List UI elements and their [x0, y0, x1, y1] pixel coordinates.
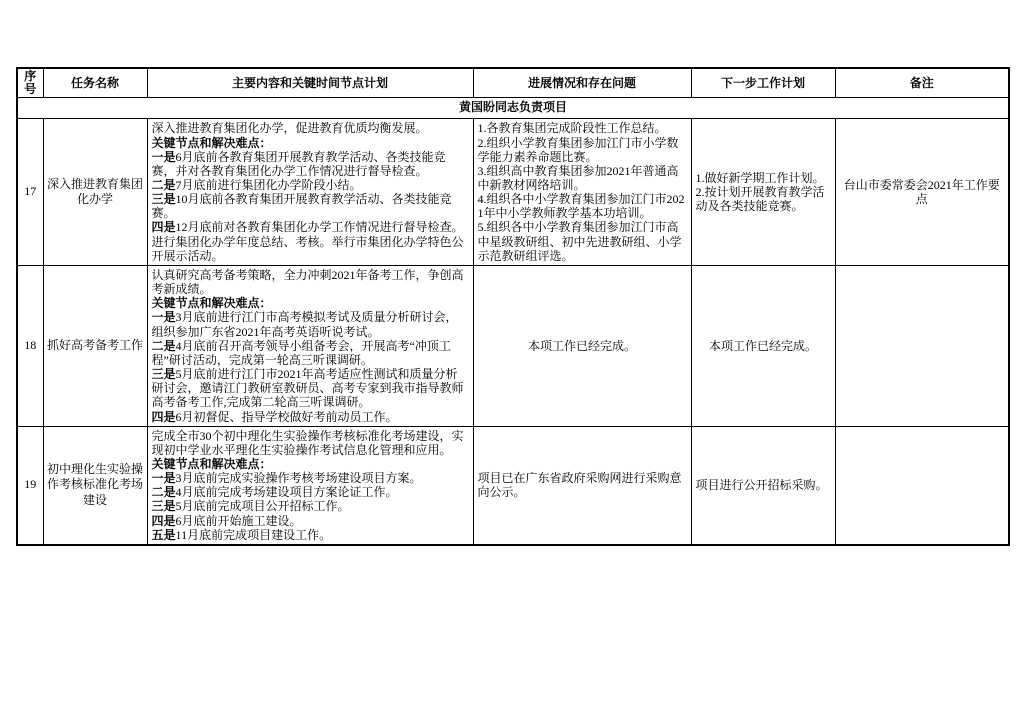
cell-progress — [473, 265, 691, 426]
content-item — [152, 499, 469, 513]
content-item-text: 7月底前进行集团化办学阶段小结。 — [175, 178, 362, 192]
cell-serial-number: 19 — [17, 426, 43, 545]
cell-next-plan — [691, 265, 835, 426]
cell-serial-number: 17 — [17, 119, 43, 266]
cell-task-name: 抓好高考备考工作 — [43, 265, 147, 426]
content-intro: 完成全市30个初中理化生实验操作考核标准化考场建设，实现初中学业水平理化生实验操作考试信息化管理和应用。 — [151, 428, 464, 457]
cell-task-name: 深入推进教育集团化办学 — [43, 119, 147, 266]
content-item-prefix: 五是 — [151, 527, 176, 542]
next-plan-line: 2.按计划开展教育教学活动及各类技能竞赛。 — [695, 185, 825, 214]
cell-progress — [473, 119, 691, 266]
progress-line: 3.组织高中教育集团参加2021年普通高中新教材网络培训。 — [477, 163, 679, 192]
content-key-points-label: 关键节点和解决难点： — [151, 296, 272, 311]
content-item — [152, 528, 469, 542]
cell-main-content — [147, 265, 473, 426]
content-intro: 认真研究高考备考策略，全力冲刺2021年备考工作，争创高考新成绩。 — [151, 267, 464, 297]
column-header-serial-number: 序号 — [17, 68, 43, 98]
content-item — [152, 339, 469, 367]
progress-line: 项目已在广东省政府采购网进行采购意向公示。 — [477, 471, 682, 500]
content-item-text: 6月初督促、指导学校做好考前动员工作。 — [175, 409, 398, 424]
content-item-text: 3月底前进行江门市高考模拟考试及质量分析研讨会，组织参加广东省2021年高考英语听说考试。 — [151, 310, 458, 339]
content-item — [152, 367, 469, 409]
content-item — [152, 192, 469, 220]
next-plan-line: 1.做好新学期工作计划。 — [695, 170, 825, 185]
content-item-prefix: 二是 — [151, 178, 176, 192]
content-key-points-label: 关键节点和解决难点： — [151, 135, 272, 150]
table-row — [17, 265, 1009, 426]
content-item-prefix: 一是 — [151, 310, 176, 325]
column-header-next-plan: 下一步工作计划 — [691, 68, 835, 98]
column-header-progress: 进展情况和存在问题 — [473, 68, 691, 98]
content-item-prefix: 四是 — [151, 220, 176, 235]
column-header-main-content: 主要内容和关键时间节点计划 — [147, 68, 473, 98]
work-plan-table — [16, 67, 1010, 546]
content-item-prefix: 一是 — [151, 471, 176, 486]
content-item-prefix: 四是 — [151, 513, 176, 528]
content-item — [152, 410, 469, 424]
content-item-text: 10月底前各教育集团开展教育教学活动、各类技能竞赛。 — [151, 192, 452, 221]
cell-main-content — [147, 426, 473, 545]
column-header-task-name: 任务名称 — [43, 68, 147, 98]
cell-serial-number: 18 — [17, 265, 43, 426]
cell-remark: 台山市委常委会2021年工作要点 — [835, 119, 1009, 266]
content-item-text: 5月底前完成项目公开招标工作。 — [175, 499, 350, 514]
cell-remark — [835, 265, 1009, 426]
content-item — [152, 485, 469, 499]
section-row — [17, 98, 1009, 119]
content-item-prefix: 三是 — [151, 367, 176, 382]
content-item — [152, 150, 469, 178]
progress-line: 1.各教育集团完成阶段性工作总结。 — [477, 121, 667, 136]
cell-main-content — [147, 119, 473, 266]
content-item-text: 4月底前召开高考领导小组备考会，开展高考“冲顶工程”研讨活动，完成第一轮高三听课调研。 — [151, 338, 451, 367]
content-item-prefix: 三是 — [151, 499, 176, 514]
next-plan-line: 项目进行公开招标采购。 — [695, 478, 828, 493]
cell-progress — [473, 426, 691, 545]
progress-line: 2.组织小学教育集团参加江门市小学数学能力素养命题比赛。 — [477, 135, 679, 164]
progress-line: 本项工作已经完成。 — [527, 338, 636, 353]
content-item-text: 6月底前开始施工建设。 — [175, 513, 302, 528]
table-row — [17, 119, 1009, 266]
content-item-prefix: 四是 — [151, 409, 176, 424]
content-item — [152, 310, 469, 338]
content-item-text: 4月底前完成考场建设项目方案论证工作。 — [175, 485, 398, 500]
cell-remark — [835, 426, 1009, 545]
section-title: 黄国盼同志负责项目 — [17, 98, 1009, 119]
content-item-text: 6月底前各教育集团开展教育教学活动、各类技能竞赛，并对各教育集团化办学工作情况进行督导检查。 — [151, 149, 446, 178]
content-intro: 深入推进教育集团化办学，促进教育优质均衡发展。 — [151, 121, 428, 136]
content-item-prefix: 三是 — [151, 192, 176, 207]
content-item-text: 11月底前完成项目建设工作。 — [175, 527, 332, 542]
next-plan-line: 本项工作已经完成。 — [708, 338, 817, 353]
content-item — [152, 220, 469, 262]
content-item — [152, 178, 469, 192]
content-key-points-label: 关键节点和解决难点： — [151, 456, 272, 471]
content-item-prefix: 二是 — [151, 338, 176, 353]
cell-task-name: 初中理化生实验操作考核标准化考场建设 — [43, 426, 147, 545]
content-item — [152, 514, 469, 528]
content-item-prefix: 一是 — [151, 149, 176, 164]
cell-next-plan — [691, 426, 835, 545]
content-item-text: 12月底前对各教育集团化办学工作情况进行督导检查。进行集团化办学年度总结、考核。举行市集团化办学特色公开展示活动。 — [151, 220, 464, 263]
content-item-prefix: 二是 — [151, 485, 176, 500]
column-header-remark: 备注 — [835, 68, 1009, 98]
table-header-row — [17, 68, 1009, 98]
progress-line: 4.组织各中小学教育集团参加江门市2021年中小学教师教学基本功培训。 — [477, 192, 685, 221]
content-item-text: 3月底前完成实验操作考核考场建设项目方案。 — [175, 471, 422, 486]
content-item — [152, 471, 469, 485]
content-item-text: 5月底前进行江门市2021年高考适应性测试和质量分析研讨会，邀请江门教研室教研员、高考专家到我市指导教师高考备考工作,完成第二轮高三听课调研。 — [151, 367, 464, 410]
table-row — [17, 426, 1009, 545]
cell-next-plan — [691, 119, 835, 266]
progress-line: 5.组织各中小学教育集团参加江门市高中星级教研组、初中先进教研组、小学示范教研组评选。 — [477, 220, 682, 263]
